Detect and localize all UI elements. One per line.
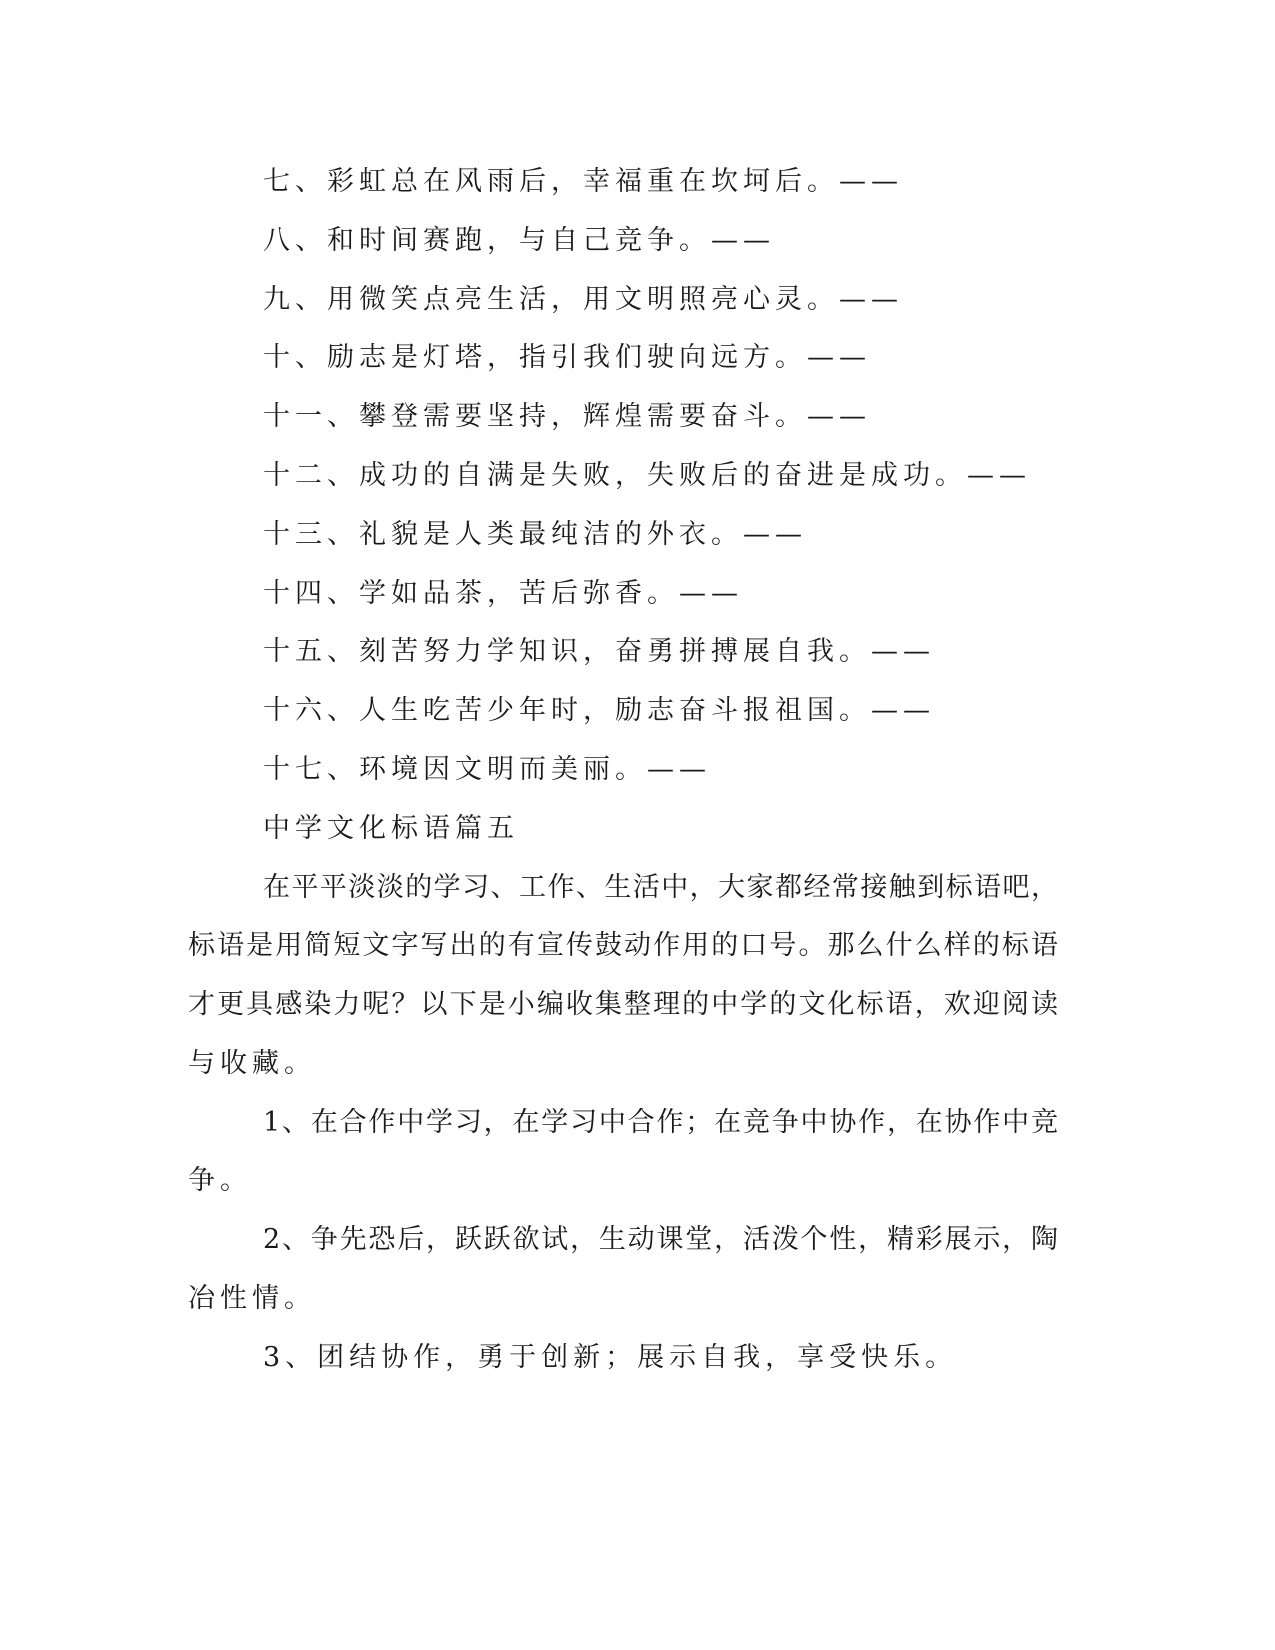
list-item-line: 2、争先恐后，跃跃欲试，生动课堂，活泼个性，精彩展示，陶 bbox=[263, 1224, 1058, 1255]
slogan-line: 十七、环境因文明而美丽。—— bbox=[263, 754, 711, 785]
intro-paragraph-line: 标语是用简短文字写出的有宣传鼓动作用的口号。那么什么样的标语 bbox=[188, 930, 1058, 961]
slogan-line: 七、彩虹总在风雨后，幸福重在坎坷后。—— bbox=[263, 166, 903, 197]
slogan-line: 十二、成功的自满是失败，失败后的奋进是成功。—— bbox=[263, 460, 1031, 491]
slogan-line: 八、和时间赛跑，与自己竞争。—— bbox=[263, 225, 775, 256]
slogan-line: 十四、学如品茶，苦后弥香。—— bbox=[263, 578, 743, 609]
slogan-line: 十六、人生吃苦少年时，励志奋斗报祖国。—— bbox=[263, 695, 935, 726]
list-item-line: 1、在合作中学习，在学习中合作；在竞争中协作，在协作中竞 bbox=[263, 1107, 1058, 1138]
slogan-line: 十五、刻苦努力学知识，奋勇拼搏展自我。—— bbox=[263, 636, 935, 667]
intro-paragraph-line: 在平平淡淡的学习、工作、生活中，大家都经常接触到标语吧， bbox=[263, 872, 1058, 903]
list-item-line: 争。 bbox=[188, 1165, 252, 1196]
list-item-line: 冶性情。 bbox=[188, 1283, 316, 1314]
section-title: 中学文化标语篇五 bbox=[263, 813, 519, 844]
intro-paragraph-line: 才更具感染力呢？以下是小编收集整理的中学的文化标语，欢迎阅读 bbox=[188, 989, 1058, 1020]
slogan-line: 九、用微笑点亮生活，用文明照亮心灵。—— bbox=[263, 284, 903, 315]
intro-paragraph-line: 与收藏。 bbox=[188, 1048, 316, 1079]
slogan-line: 十三、礼貌是人类最纯洁的外衣。—— bbox=[263, 519, 807, 550]
list-item-line: 3、团结协作，勇于创新；展示自我，享受快乐。 bbox=[263, 1342, 958, 1373]
slogan-line: 十、励志是灯塔，指引我们驶向远方。—— bbox=[263, 342, 871, 373]
slogan-line: 十一、攀登需要坚持，辉煌需要奋斗。—— bbox=[263, 401, 871, 432]
